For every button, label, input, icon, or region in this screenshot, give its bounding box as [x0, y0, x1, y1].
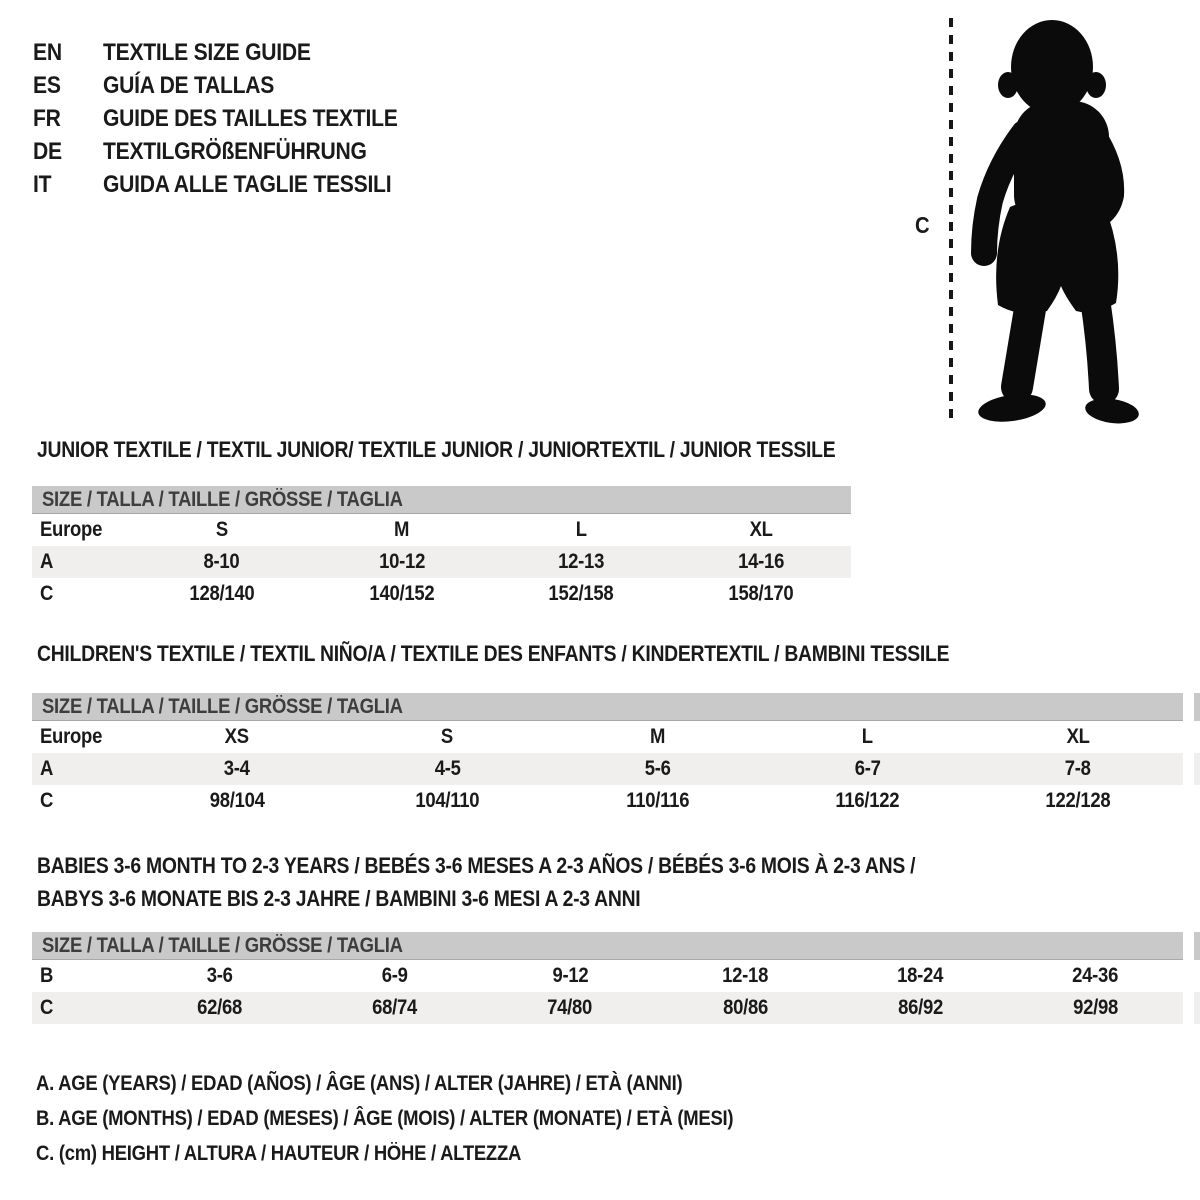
table-cell: 68/74 [372, 996, 418, 1019]
row-label: Europe [40, 518, 103, 541]
height-measure-dashed-line [949, 18, 953, 420]
language-row-it [33, 168, 438, 201]
table-cell: 24-36 [1072, 964, 1119, 987]
cropped-stripe-sliver [1194, 753, 1200, 785]
language-code: IT [33, 170, 52, 198]
language-title: TEXTILGRÖßENFÜHRUNG [103, 137, 367, 165]
table-row [32, 992, 1183, 1024]
table-cell: 12-13 [558, 550, 605, 573]
size-header-text: SIZE / TALLA / TAILLE / GRÖSSE / TAGLIA [42, 933, 403, 957]
table-cell: M [649, 725, 666, 748]
table-cell: 9-12 [551, 964, 588, 987]
footnote-c: C. (cm) HEIGHT / ALTURA / HAUTEUR / HÖHE / ALTEZZA [36, 1141, 522, 1165]
row-label: A [40, 550, 54, 573]
language-title: GUÍA DE TALLAS [103, 71, 275, 99]
language-code: EN [33, 38, 62, 66]
table-cell: M [394, 518, 410, 541]
size-header-text: SIZE / TALLA / TAILLE / GRÖSSE / TAGLIA [42, 694, 403, 718]
table-cell: 6-7 [854, 757, 881, 780]
children-section-heading: CHILDREN'S TEXTILE / TEXTIL NIÑO/A / TEXTILE DES ENFANTS / KINDERTEXTIL / BAMBINI TESSILE [37, 641, 950, 666]
language-title: TEXTILE SIZE GUIDE [103, 38, 311, 66]
table-row [32, 546, 851, 578]
table-cell: 5-6 [644, 757, 671, 780]
table-cell: 128/140 [189, 582, 255, 605]
table-cell: 116/122 [835, 789, 900, 812]
size-header-band [32, 486, 851, 514]
cropped-stripe-sliver [1194, 992, 1200, 1024]
language-row-en [33, 36, 438, 69]
table-cell: XL [749, 518, 773, 541]
table-cell: 8-10 [203, 550, 240, 573]
row-label: C [40, 582, 54, 605]
height-measure-label: C [914, 212, 930, 238]
table-cell: 158/170 [728, 582, 794, 605]
table-row [32, 578, 851, 610]
table-cell: 80/86 [722, 996, 768, 1019]
table-cell: 6-9 [381, 964, 408, 987]
row-label: Europe [40, 725, 103, 748]
table-cell: S [441, 725, 454, 748]
row-label: A [40, 757, 54, 780]
table-row [32, 960, 1183, 992]
language-row-fr [33, 102, 438, 135]
table-cell: 12-18 [722, 964, 769, 987]
table-cell: 62/68 [197, 996, 243, 1019]
table-row [32, 785, 1183, 817]
row-label: C [40, 789, 54, 812]
size-header-band [32, 932, 1183, 960]
children-size-table [32, 693, 1183, 817]
language-title: GUIDA ALLE TAGLIE TESSILI [103, 170, 392, 198]
table-cell: 152/158 [548, 582, 614, 605]
footnote-a: A. AGE (YEARS) / EDAD (AÑOS) / ÂGE (ANS) / ALTER (JAHRE) / ETÀ (ANNI) [36, 1071, 683, 1095]
table-cell: 3-4 [224, 757, 251, 780]
language-code: ES [33, 71, 61, 99]
table-cell: L [575, 518, 587, 541]
row-label: B [40, 964, 54, 987]
babies-heading-line1: BABIES 3-6 MONTH TO 2-3 YEARS / BEBÉS 3-6 MESES A 2-3 AÑOS / BÉBÉS 3-6 MOIS À 2-3 ANS / [37, 853, 916, 878]
junior-size-table [32, 486, 851, 610]
table-cell: 92/98 [1072, 996, 1118, 1019]
table-cell: 110/116 [626, 789, 689, 812]
table-row [32, 514, 851, 546]
language-title: GUIDE DES TAILLES TEXTILE [103, 104, 398, 132]
table-cell: S [215, 518, 228, 541]
language-code: FR [33, 104, 61, 132]
language-row-de [33, 135, 438, 168]
babies-heading-line2: BABYS 3-6 MONATE BIS 2-3 JAHRE / BAMBINI 3-6 MESI A 2-3 ANNI [37, 886, 641, 911]
table-cell: 10-12 [378, 550, 425, 573]
table-cell: 14-16 [738, 550, 785, 573]
size-header-band [32, 693, 1183, 721]
cropped-band-sliver [1194, 932, 1200, 960]
language-code: DE [33, 137, 62, 165]
table-cell: L [862, 725, 874, 748]
table-cell: 3-6 [206, 964, 233, 987]
babies-section-heading [37, 849, 1035, 915]
junior-section-heading: JUNIOR TEXTILE / TEXTIL JUNIOR/ TEXTILE JUNIOR / JUNIORTEXTIL / JUNIOR TESSILE [37, 437, 836, 462]
size-header-text: SIZE / TALLA / TAILLE / GRÖSSE / TAGLIA [42, 487, 403, 511]
table-cell: 122/128 [1045, 789, 1111, 812]
baby-silhouette-icon [962, 15, 1140, 425]
language-row-es [33, 69, 438, 102]
language-list [33, 36, 438, 201]
table-cell: 18-24 [897, 964, 944, 987]
table-row [32, 721, 1183, 753]
table-cell: 4-5 [434, 757, 461, 780]
row-label: C [40, 996, 54, 1019]
table-cell: XS [225, 725, 250, 748]
table-cell: 86/92 [897, 996, 943, 1019]
footnotes [36, 1066, 828, 1171]
table-cell: XL [1066, 725, 1090, 748]
table-cell: 140/152 [369, 582, 435, 605]
table-row [32, 753, 1183, 785]
table-cell: 74/80 [547, 996, 593, 1019]
babies-size-table [32, 932, 1183, 1024]
table-cell: 98/104 [209, 789, 265, 812]
table-cell: 7-8 [1064, 757, 1091, 780]
footnote-b: B. AGE (MONTHS) / EDAD (MESES) / ÂGE (MOIS) / ALTER (MONATE) / ETÀ (MESI) [36, 1106, 734, 1130]
cropped-band-sliver [1194, 693, 1200, 721]
table-cell: 104/110 [415, 789, 480, 812]
